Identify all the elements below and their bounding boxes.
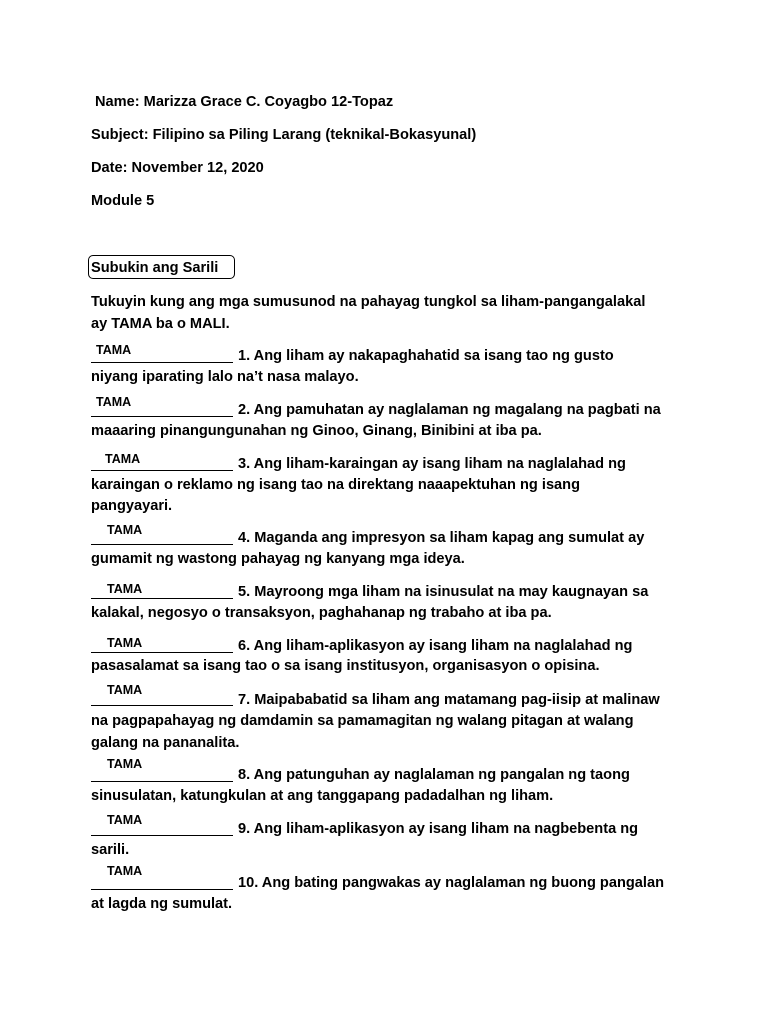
answer-7: TAMA [107,683,143,697]
answer-4: TAMA [107,523,143,537]
instructions-line-1: Tukuyin kung ang mga sumusunod na pahayag tungkol sa liham-pangangalakal [91,294,646,310]
question-10-line-2: at lagda ng sumulat. [91,896,233,912]
date-line: Date: November 12, 2020 [91,160,264,176]
question-4-line-2: gumamit ng wastong pahayag ng kanyang mga ideya. [91,551,465,567]
answer-10: TAMA [107,864,143,878]
section-title-box [88,255,235,279]
answer-3: TAMA [105,452,141,466]
answer-blank-3 [91,470,233,471]
question-5-line-2: kalakal, negosyo o transaksyon, paghahanap ng trabaho at iba pa. [91,605,552,621]
question-8-line-2: sinusulatan, katungkulan at ang tanggapang padadalhan ng liham. [91,788,554,804]
instructions-line-2: ay TAMA ba o MALI. [91,316,230,332]
answer-2: TAMA [96,395,132,409]
answer-blank-4 [91,544,233,545]
question-4-line-1: 4. Maganda ang impresyon sa liham kapag ang sumulat ay [238,530,645,546]
question-7-line-1: 7. Maipababatid sa liham ang matamang pag-iisip at malinaw [238,692,660,708]
question-7-line-3: galang na pananalita. [91,735,240,751]
answer-1: TAMA [96,343,132,357]
question-2-line-2: maaaring pinangungunahan ng Ginoo, Ginang, Binibini at iba pa. [91,423,542,439]
answer-blank-7 [91,705,233,706]
question-1-line-1: 1. Ang liham ay nakapaghahatid sa isang tao ng gusto [238,348,614,364]
answer-blank-1 [91,362,233,363]
answer-blank-5 [91,598,233,599]
question-3-line-1: 3. Ang liham-karaingan ay isang liham na naglalahad ng [238,456,626,472]
answer-blank-8 [91,781,233,782]
question-2-line-1: 2. Ang pamuhatan ay naglalaman ng magalang na pagbati na [238,402,661,418]
subject-line: Subject: Filipino sa Piling Larang (teknikal-Bokasyunal) [91,127,477,143]
module-label: Module 5 [91,193,155,209]
answer-8: TAMA [107,757,143,771]
question-3-line-2: karaingan o reklamo ng isang tao na direktang naaapektuhan ng isang [91,477,581,493]
answer-5: TAMA [107,582,143,596]
question-6-line-1: 6. Ang liham-aplikasyon ay isang liham na naglalahad ng [238,638,633,654]
question-7-line-2: na pagpapahayag ng damdamin sa pamamagitan ng walang pitagan at walang [91,713,634,729]
question-9-line-2: sarili. [91,842,130,858]
question-10-line-1: 10. Ang bating pangwakas ay naglalaman ng buong pangalan [238,875,664,891]
question-1-line-2: niyang iparating lalo na’t nasa malayo. [91,369,359,385]
question-9-line-1: 9. Ang liham-aplikasyon ay isang liham na nagbebenta ng [238,821,639,837]
question-8-line-1: 8. Ang patunguhan ay naglalaman ng pangalan ng taong [238,767,630,783]
answer-6: TAMA [107,636,143,650]
answer-9: TAMA [107,813,143,827]
answer-blank-6 [91,652,233,653]
answer-blank-10 [91,889,233,890]
question-5-line-1: 5. Mayroong mga liham na isinusulat na may kaugnayan sa [238,584,649,600]
question-6-line-2: pasasalamat sa isang tao o sa isang institusyon, organisasyon o opisina. [91,658,600,674]
question-3-line-3: pangyayari. [91,498,173,514]
answer-blank-2 [91,416,233,417]
student-name: Name: Marizza Grace C. Coyagbo 12-Topaz [95,94,394,110]
section-title: Subukin ang Sarili [91,260,219,276]
answer-blank-9 [91,835,233,836]
